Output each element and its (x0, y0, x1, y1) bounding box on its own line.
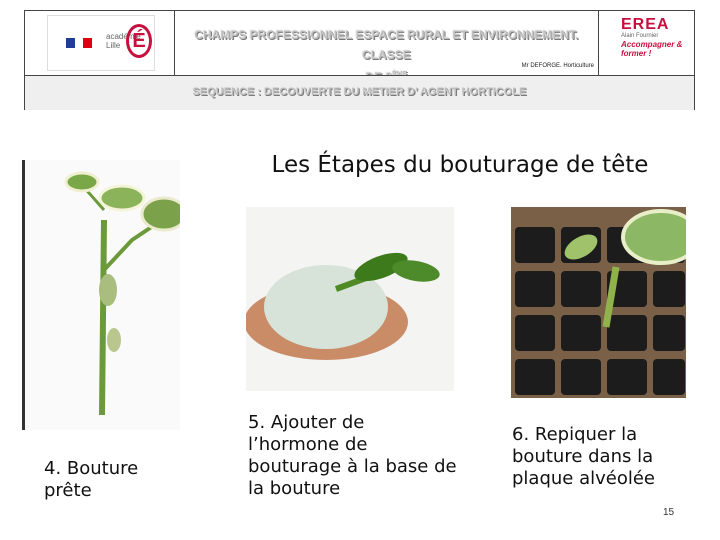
rooting-hormone-photo (246, 207, 454, 391)
title-cell (175, 11, 599, 75)
academie-logo-text: académie Lille (106, 32, 141, 50)
erea-logo (621, 17, 691, 67)
erea-logo-name: EREA (621, 16, 670, 33)
slide-title: Les Étapes du bouturage de tête (271, 152, 649, 178)
sequence-bar (25, 75, 694, 110)
academie-logo (47, 15, 155, 71)
erea-logo-slogan: Accompagner & former ! (621, 40, 683, 58)
academie-logo-cell (25, 11, 175, 75)
step-4-caption: 4. Bouture prête (44, 458, 139, 501)
e-logo-icon: É (126, 24, 152, 58)
step-6-caption: 6. Repiquer la bouture dans la plaque alvéolée (512, 424, 656, 489)
sequence-title: SEQUENCE : DECOUVERTE DU METIER D’ AGENT HORTICOLE (192, 86, 527, 98)
cell-tray-photo (511, 207, 686, 398)
page-number: 15 (663, 507, 675, 518)
header-title-line1: CHAMPS PROFESSIONNEL ESPACE RURAL ET ENVIRONNEMENT. CLASSE (194, 28, 579, 62)
step-5-caption: 5. Ajouter de l’hormone de bouturage à la base de la bouture (248, 412, 457, 499)
cutting-ready-photo (22, 160, 180, 430)
slide-header (24, 10, 695, 110)
author-label: Mr DEFORGE. Horticulture (521, 63, 594, 69)
erea-logo-cell (599, 11, 696, 75)
erea-logo-sub: Alain Fournier (621, 33, 659, 39)
french-flag-icon (66, 38, 92, 48)
